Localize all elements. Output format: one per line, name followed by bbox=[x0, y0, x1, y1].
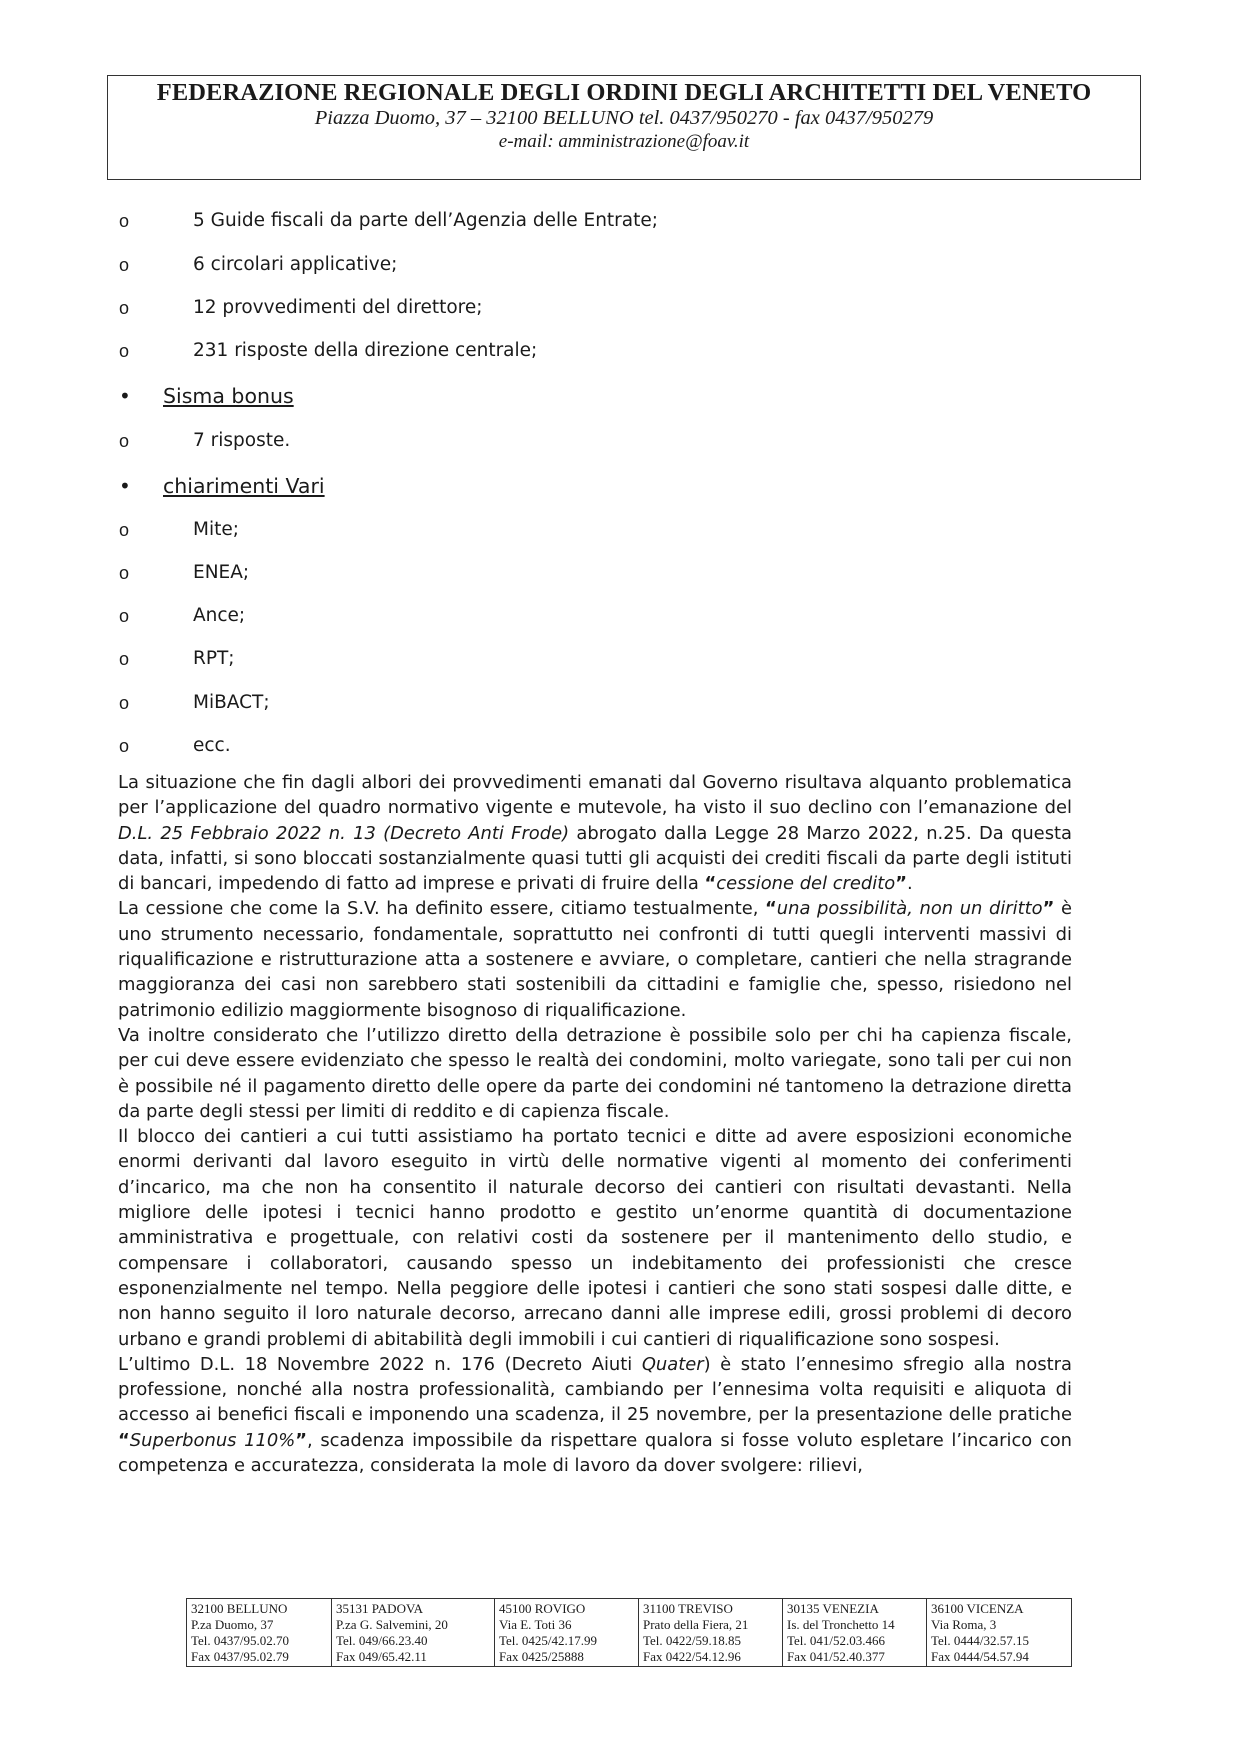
circle-bullet-icon: o bbox=[119, 298, 130, 318]
paragraph: L’ultimo D.L. 18 Novembre 2022 n. 176 (Decreto Aiuti Quater) è stato l’ennesimo sfregio alla nostra professione, nonché alla nostra professionalità, cambiando per l’ennesima volta requisiti e aliquota di accesso ai benefici fiscali e imponendo una scadenza, il 25 novembre, per la presentazione delle pratiche “Superbonus 110%”, scadenza impossibile da rispettare qualora si fosse voluto espletare l’incarico con competenza e accuratezza, considerata la mole di lavoro da dover svolgere: rilievi, bbox=[118, 1353, 1072, 1477]
document-page: FEDERAZIONE REGIONALE DEGLI ORDINI DEGLI ARCHITETTI DEL VENETO Piazza Duomo, 37 – 32100 BELLUNO tel. 0437/950270 - fax 0437/950279 e-mail: amministrazione@foav.it o 5 Guide fiscali da parte dell’Agenzia delle Entrate; o 6 circolari applicative; o 12 provvedimenti del direttore; o 231 risposte della direzione centrale; • Sisma bonus o 7 risposte. • chiarimenti Vari o Mite; o ENEA; o Ance; o RPT; o MiBACT; o ecc. La situazione che fin dagli albori dei provvedimenti emanati dal Governo risultava alquanto problematica per l’applicazione del quadro normativo vigente e mutevole, ha visto il suo declino con l’emanazione del D.L. 25 Febbraio 2022 n. 13 (Decreto Anti Frode) abrogato dalla Legge 28 Marzo 2022, n.25. Da questa data, infatti, si sono bloccati sostanzialmente quasi tutti gli acquisti dei crediti fiscali da parte degli istituti di bancari, impedendo di fatto ad imprese e privati di fruire della “cessione del credito”. La cessione che come la S.V. ha definito essere, citiamo testualmente, “una possibilità, non un diritto” è uno strumento necessario, fondamentale, soprattutto nei confronti di tutti quegli interventi massivi di riqualificazione e ristrutturazione atta a sostenere e avviare, o completare, cantieri che nella stragrande maggioranza dei casi non sarebbero stati sostenibili da cittadini e famiglie che, spesso, risiedono nel patrimonio edilizio maggiormente bisognoso di riqualificazione. Va inoltre considerato che l’utilizzo diretto della detrazione è possibile solo per chi ha capienza fiscale, per cui deve essere evidenziato che spesso le realtà dei condomini, molto variegate, sono tali per cui non è possibile né il pagamento diretto delle opere da parte dei condomini né tantomeno la detrazione diretta da parte degli stessi per limiti di reddito e di capienza fiscale. Il blocco dei cantieri a cui tutti assistiamo ha portato tecnici e ditte ad avere esposizioni economiche enormi derivanti dal lavoro eseguito in virtù delle normative vigenti al momento dei conferimenti d’incarico, ma che non ha consentito il naturale decorso dei cantieri con risultati devastanti. Nella migliore delle ipotesi i tecnici hanno prodotto e gestito un’enorme quantità di documentazione amministrativa e progettuale, con relativi costi da sostenere per il mantenimento dello studio, e compensare i collaboratori, causando spesso un indebitamento dei professionisti che cresce esponenzialmente nel tempo. Nella peggiore delle ipotesi i cantieri che sono stati sospesi dalle ditte, e non hanno seguito il loro naturale decorso, arrecano danni alle imprese edili, grossi problemi di decoro urbano e grandi problemi di abitabilità degli immobili i cui cantieri di riqualificazione sono sospesi. L’ultimo D.L. 18 Novembre 2022 n. 176 (Decreto Aiuti Quater) è stato l’ennesimo sfregio alla nostra professione, nonché alla nostra professionalità, cambiando per l’ennesima volta requisiti e aliquota di accesso ai benefici fiscali e imponendo una scadenza, il 25 novembre, per la presentazione delle pratiche “Superbonus 110%”, scadenza impossibile da rispettare qualora si fosse voluto espletare l’incarico con competenza e accuratezza, considerata la mole di lavoro da dover svolgere: rilievi, 32100 BELLUNO P.za Duomo, 37 Tel. 0437/95.02.70 Fax 0437/95.02.79 35131 PADOVA P.za G. Salvemini, 20 Tel. 049/66.23.40 Fax 049/65.42.11 45100 ROVIGO Via E. Toti 36 Tel. 0425/42.17.99 Fax 0425/25888 31100 TREVISO Prato della Fiera, 21 Tel. 0422/59.18.85 Fax 0422/54.12.96 30135 VENEZIA Is. del Tronchetto 14 Tel. 041/52.03.466 Fax 041/52.40.377 36100 VICENZA Via Roma, 3 Tel. 0444/32.57.15 Fax 0444/54.57.94 bbox=[0, 0, 1240, 1754]
organization-email: e-mail: amministrazione@foav.it bbox=[498, 131, 750, 152]
circle-bullet-icon: o bbox=[119, 563, 130, 583]
circle-bullet-icon: o bbox=[119, 649, 130, 669]
organization-address: Piazza Duomo, 37 – 32100 BELLUNO tel. 0437/950270 - fax 0437/950279 bbox=[314, 107, 934, 129]
office-cell: 32100 BELLUNO P.za Duomo, 37 Tel. 0437/95.02.70 Fax 0437/95.02.79 bbox=[187, 1599, 332, 1667]
office-cell: 36100 VICENZA Via Roma, 3 Tel. 0444/32.57.15 Fax 0444/54.57.94 bbox=[927, 1599, 1072, 1667]
circle-bullet-icon: o bbox=[119, 693, 130, 713]
paragraph: Va inoltre considerato che l’utilizzo diretto della detrazione è possibile solo per chi ha capienza fiscale, per cui deve essere evidenziato che spesso le realtà dei condomini, molto variegate, sono tali per cui non è possibile né il pagamento diretto delle opere da parte dei condomini né tantomeno la detrazione diretta da parte degli stessi per limiti di reddito e di capienza fiscale. bbox=[118, 1024, 1072, 1122]
paragraph: La cessione che come la S.V. ha definito essere, citiamo testualmente, “una possibilità, non un diritto” è uno strumento necessario, fondamentale, soprattutto nei confronti di tutti quegli interventi massivi di riqualificazione e ristrutturazione atta a sostenere e avviare, o completare, cantieri che nella stragrande maggioranza dei casi non sarebbero stati sostenibili da cittadini e famiglie che, spesso, risiedono nel patrimonio edilizio maggiormente bisognoso di riqualificazione. bbox=[118, 898, 1072, 1021]
round-bullet-icon: • bbox=[119, 384, 131, 408]
circle-bullet-icon: o bbox=[119, 431, 130, 451]
circle-bullet-icon: o bbox=[119, 341, 130, 361]
round-bullet-icon: • bbox=[119, 474, 131, 498]
offices-footer-table bbox=[186, 1598, 1072, 1667]
circle-bullet-icon: o bbox=[119, 211, 130, 231]
body-text bbox=[118, 770, 1072, 1478]
office-cell: 30135 VENEZIA Is. del Tronchetto 14 Tel. 041/52.03.466 Fax 041/52.40.377 bbox=[783, 1599, 927, 1667]
circle-bullet-icon: o bbox=[119, 520, 130, 540]
table-row bbox=[187, 1599, 1072, 1667]
office-cell: 45100 ROVIGO Via E. Toti 36 Tel. 0425/42.17.99 Fax 0425/25888 bbox=[495, 1599, 639, 1667]
office-cell: 35131 PADOVA P.za G. Salvemini, 20 Tel. 049/66.23.40 Fax 049/65.42.11 bbox=[332, 1599, 495, 1667]
organization-name: FEDERAZIONE REGIONALE DEGLI ORDINI DEGLI ARCHITETTI DEL VENETO bbox=[156, 79, 1092, 106]
letterhead bbox=[107, 75, 1141, 180]
circle-bullet-icon: o bbox=[119, 736, 130, 756]
paragraph: La situazione che fin dagli albori dei provvedimenti emanati dal Governo risultava alquanto problematica per l’applicazione del quadro normativo vigente e mutevole, ha visto il suo declino con l’emanazione del D.L. 25 Febbraio 2022 n. 13 (Decreto Anti Frode) abrogato dalla Legge 28 Marzo 2022, n.25. Da questa data, infatti, si sono bloccati sostanzialmente quasi tutti gli acquisti dei crediti fiscali da parte degli istituti di bancari, impedendo di fatto ad imprese e privati di fruire della “cessione del credito”. bbox=[118, 772, 1072, 895]
circle-bullet-icon: o bbox=[119, 606, 130, 626]
paragraph: Il blocco dei cantieri a cui tutti assistiamo ha portato tecnici e ditte ad avere esposizioni economiche enormi derivanti dal lavoro eseguito in virtù delle normative vigenti al momento dei conferimenti d’incarico, ma che non ha consentito il naturale decorso dei cantieri con risultati devastanti. Nella migliore delle ipotesi i tecnici hanno prodotto e gestito un’enorme quantità di documentazione amministrativa e progettuale, con relativi costi da sostenere per il mantenimento dello studio, e compensare i collaboratori, causando spesso un indebitamento dei professionisti che cresce esponenzialmente nel tempo. Nella peggiore delle ipotesi i cantieri che sono stati sospesi dalle ditte, e non hanno seguito il loro naturale decorso, arrecano danni alle imprese edili, grossi problemi di decoro urbano e grandi problemi di abitabilità degli immobili i cui cantieri di riqualificazione sono sospesi. bbox=[118, 1126, 1072, 1350]
office-cell: 31100 TREVISO Prato della Fiera, 21 Tel. 0422/59.18.85 Fax 0422/54.12.96 bbox=[639, 1599, 783, 1667]
circle-bullet-icon: o bbox=[119, 255, 130, 275]
